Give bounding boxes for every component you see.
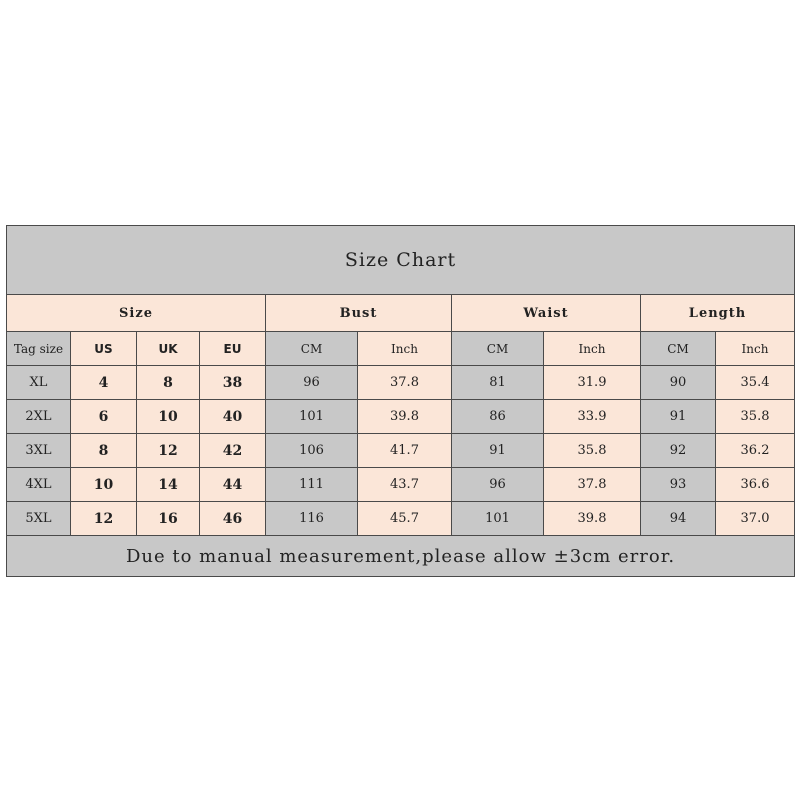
bust-inch-cell: 39.8 (358, 400, 452, 434)
us-cell: 12 (71, 502, 137, 536)
length-cm-cell: 92 (641, 434, 716, 468)
us-cell: 6 (71, 400, 137, 434)
bust-cm-cell: 106 (266, 434, 358, 468)
tag-size-cell: 2XL (7, 400, 71, 434)
us-header: US (71, 332, 137, 366)
eu-header: EU (200, 332, 266, 366)
group-header-row (7, 295, 795, 332)
length-inch-cell: 36.6 (716, 468, 795, 502)
uk-header: UK (137, 332, 200, 366)
bust-cm-cell: 111 (266, 468, 358, 502)
bust-cm-cell: 116 (266, 502, 358, 536)
table-row (7, 366, 795, 400)
measurement-note: Due to manual measurement,please allow ±3cm error. (7, 536, 795, 577)
bust-cm-cell: 101 (266, 400, 358, 434)
eu-cell: 44 (200, 468, 266, 502)
table-row (7, 434, 795, 468)
eu-cell: 38 (200, 366, 266, 400)
bust-inch-header: Inch (358, 332, 452, 366)
length-cm-cell: 94 (641, 502, 716, 536)
length-inch-cell: 36.2 (716, 434, 795, 468)
length-cm-cell: 93 (641, 468, 716, 502)
table-row (7, 502, 795, 536)
waist-inch-cell: 35.8 (544, 434, 641, 468)
waist-cm-cell: 86 (452, 400, 544, 434)
table-row (7, 400, 795, 434)
size-group-header: Size (7, 295, 266, 332)
uk-cell: 12 (137, 434, 200, 468)
length-inch-cell: 35.4 (716, 366, 795, 400)
bust-inch-cell: 45.7 (358, 502, 452, 536)
note-row (7, 536, 795, 577)
tag-size-header: Tag size (7, 332, 71, 366)
length-inch-header: Inch (716, 332, 795, 366)
waist-cm-cell: 91 (452, 434, 544, 468)
waist-inch-header: Inch (544, 332, 641, 366)
length-inch-cell: 35.8 (716, 400, 795, 434)
eu-cell: 42 (200, 434, 266, 468)
length-inch-cell: 37.0 (716, 502, 795, 536)
length-group-header: Length (641, 295, 795, 332)
bust-cm-header: CM (266, 332, 358, 366)
waist-cm-header: CM (452, 332, 544, 366)
bust-inch-cell: 43.7 (358, 468, 452, 502)
bust-inch-cell: 37.8 (358, 366, 452, 400)
title-row (7, 226, 795, 295)
eu-cell: 40 (200, 400, 266, 434)
uk-cell: 10 (137, 400, 200, 434)
waist-cm-cell: 96 (452, 468, 544, 502)
waist-inch-cell: 39.8 (544, 502, 641, 536)
waist-cm-cell: 81 (452, 366, 544, 400)
subheader-row (7, 332, 795, 366)
tag-size-cell: 4XL (7, 468, 71, 502)
length-cm-header: CM (641, 332, 716, 366)
waist-inch-cell: 33.9 (544, 400, 641, 434)
waist-cm-cell: 101 (452, 502, 544, 536)
tag-size-cell: 3XL (7, 434, 71, 468)
bust-inch-cell: 41.7 (358, 434, 452, 468)
bust-cm-cell: 96 (266, 366, 358, 400)
us-cell: 4 (71, 366, 137, 400)
length-cm-cell: 91 (641, 400, 716, 434)
bust-group-header: Bust (266, 295, 452, 332)
tag-size-cell: 5XL (7, 502, 71, 536)
table-row (7, 468, 795, 502)
tag-size-cell: XL (7, 366, 71, 400)
uk-cell: 14 (137, 468, 200, 502)
size-chart-table (6, 225, 795, 577)
uk-cell: 16 (137, 502, 200, 536)
us-cell: 8 (71, 434, 137, 468)
waist-group-header: Waist (452, 295, 641, 332)
size-chart-title: Size Chart (7, 226, 795, 295)
us-cell: 10 (71, 468, 137, 502)
eu-cell: 46 (200, 502, 266, 536)
waist-inch-cell: 37.8 (544, 468, 641, 502)
length-cm-cell: 90 (641, 366, 716, 400)
uk-cell: 8 (137, 366, 200, 400)
waist-inch-cell: 31.9 (544, 366, 641, 400)
